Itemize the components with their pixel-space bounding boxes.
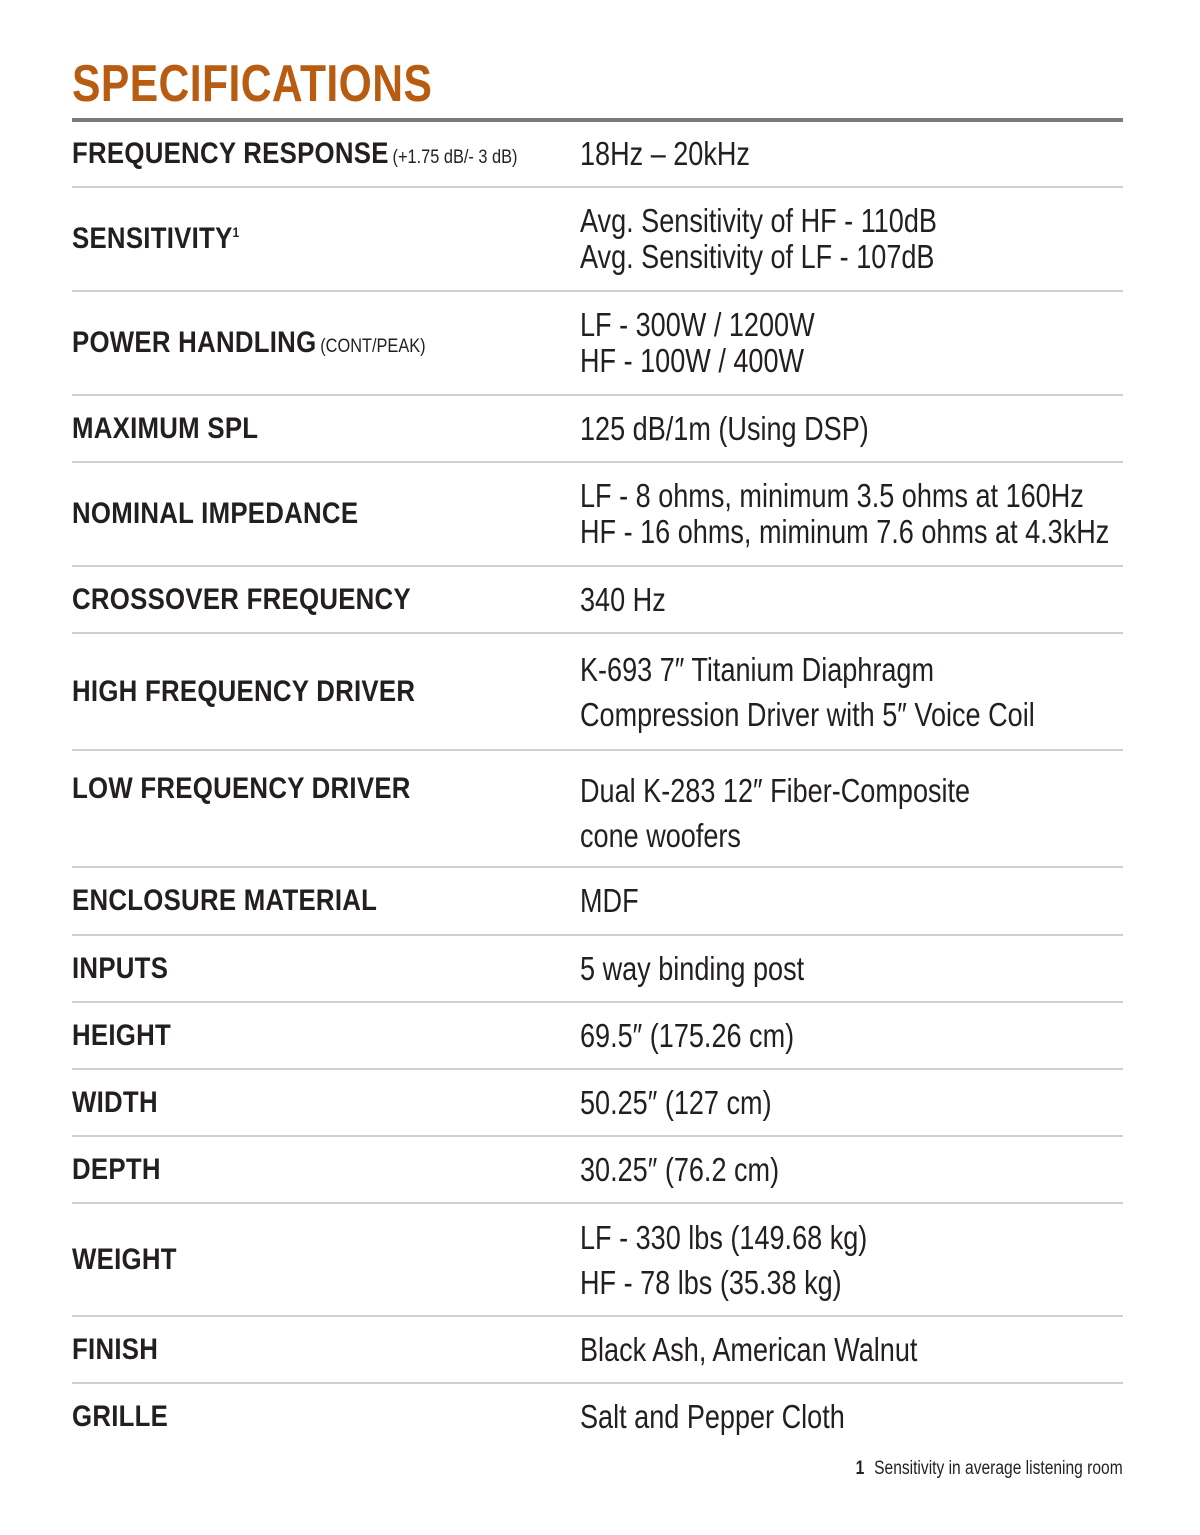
spec-label: HEIGHT xyxy=(72,1018,172,1052)
spec-row-low-frequency-driver xyxy=(72,751,1123,868)
spec-value: 50.25″ (127 cm) xyxy=(580,1083,772,1121)
spec-value: cone woofers xyxy=(580,817,741,854)
spec-label: WEIGHT xyxy=(72,1242,177,1276)
spec-label: MAXIMUM SPL xyxy=(72,411,259,445)
spec-value-cell xyxy=(580,951,1123,987)
spec-row-high-frequency-driver xyxy=(72,634,1123,751)
spec-label-cell xyxy=(72,583,580,617)
spec-label-cell xyxy=(72,1333,580,1367)
spec-value: HF - 78 lbs (35.38 kg) xyxy=(580,1263,842,1301)
spec-value-cell xyxy=(580,411,1123,447)
footnote-text: Sensitivity in average listening room xyxy=(874,1458,1123,1479)
spec-label: GRILLE xyxy=(72,1400,169,1433)
spec-label: LOW FREQUENCY DRIVER xyxy=(72,772,411,805)
spec-row-grille xyxy=(72,1384,1123,1450)
spec-label-cell xyxy=(72,1153,580,1187)
spec-value: 69.5″ (175.26 cm) xyxy=(580,1016,795,1054)
spec-value-cell xyxy=(580,1018,1123,1054)
spec-label: ENCLOSURE MATERIAL xyxy=(72,884,378,917)
spec-label-cell xyxy=(72,1019,580,1053)
spec-value-cell xyxy=(580,307,1123,379)
footnote-marker: 1 xyxy=(232,224,240,240)
spec-label-cell xyxy=(72,1243,580,1277)
spec-value: Salt and Pepper Cloth xyxy=(580,1398,845,1435)
spec-table xyxy=(72,122,1123,1450)
spec-value: K-693 7″ Titanium Diaphragm xyxy=(580,650,935,688)
spec-value-cell xyxy=(580,478,1200,550)
spec-value: 18Hz – 20kHz xyxy=(580,135,750,172)
spec-value: Compression Driver with 5″ Voice Coil xyxy=(580,695,1035,733)
spec-value: 5 way binding post xyxy=(580,949,805,987)
spec-row-depth xyxy=(72,1137,1123,1204)
spec-value: 340 Hz xyxy=(580,580,666,618)
page-title: SPECIFICATIONS xyxy=(72,55,433,113)
spec-row-enclosure-material xyxy=(72,868,1123,936)
spec-value: LF - 8 ohms, minimum 3.5 ohms at 160Hz xyxy=(580,477,1084,514)
spec-label-cell xyxy=(72,768,580,806)
spec-label-cell xyxy=(72,222,580,256)
spec-value: 30.25″ (76.2 cm) xyxy=(580,1150,780,1188)
spec-value-cell xyxy=(580,203,1123,275)
spec-value-cell xyxy=(580,1332,1123,1368)
spec-label: FINISH xyxy=(72,1332,159,1366)
spec-label-note: (+1.75 dB/- 3 dB) xyxy=(392,147,518,168)
spec-row-power-handling xyxy=(72,292,1123,396)
spec-value-cell xyxy=(580,136,1123,172)
spec-label: CROSSOVER FREQUENCY xyxy=(72,582,411,616)
spec-label: DEPTH xyxy=(72,1152,161,1186)
spec-row-maximum-spl xyxy=(72,396,1123,463)
spec-row-height xyxy=(72,1003,1123,1070)
spec-value: MDF xyxy=(580,882,639,919)
spec-value-cell xyxy=(580,647,1135,737)
spec-value: LF - 300W / 1200W xyxy=(580,306,815,343)
footnote-number: 1 xyxy=(855,1458,865,1479)
spec-row-finish xyxy=(72,1317,1123,1384)
spec-row-nominal-impedance xyxy=(72,463,1123,567)
spec-value: Avg. Sensitivity of HF - 110dB xyxy=(580,202,937,239)
spec-label-cell xyxy=(72,952,580,986)
spec-value: Avg. Sensitivity of LF - 107dB xyxy=(580,238,935,275)
spec-label-cell xyxy=(72,675,580,709)
spec-label: POWER HANDLING xyxy=(72,326,317,359)
spec-label-cell xyxy=(72,1086,580,1120)
spec-label: INPUTS xyxy=(72,951,169,985)
spec-value-cell xyxy=(580,883,1123,919)
spec-row-weight xyxy=(72,1204,1123,1317)
spec-row-sensitivity xyxy=(72,188,1123,292)
spec-value-cell xyxy=(580,582,1123,618)
spec-value-cell xyxy=(580,1215,1123,1305)
spec-value: Black Ash, American Walnut xyxy=(580,1330,918,1368)
spec-value: HF - 100W / 400W xyxy=(580,342,805,379)
spec-label: HIGH FREQUENCY DRIVER xyxy=(72,674,416,708)
spec-value: LF - 330 lbs (149.68 kg) xyxy=(580,1218,868,1256)
spec-row-inputs xyxy=(72,936,1123,1003)
spec-row-width xyxy=(72,1070,1123,1137)
spec-label-cell xyxy=(72,497,580,531)
spec-value: HF - 16 ohms, miminum 7.6 ohms at 4.3kHz xyxy=(580,513,1110,550)
spec-label-cell xyxy=(72,137,580,171)
spec-label: FREQUENCY RESPONSE xyxy=(72,137,389,170)
footnote xyxy=(856,1458,1123,1480)
spec-value-cell xyxy=(580,1399,1123,1435)
spec-label-cell xyxy=(72,326,580,360)
spec-label: WIDTH xyxy=(72,1085,158,1119)
spec-row-frequency-response xyxy=(72,122,1123,188)
spec-label-note: (CONT/PEAK) xyxy=(320,336,426,357)
spec-value-cell xyxy=(580,768,1123,858)
spec-label-cell xyxy=(72,884,580,918)
spec-value-cell xyxy=(580,1085,1123,1121)
spec-label-cell xyxy=(72,412,580,446)
spec-value: 125 dB/1m (Using DSP) xyxy=(580,409,869,447)
spec-row-crossover-frequency xyxy=(72,567,1123,634)
spec-label-cell xyxy=(72,1400,580,1434)
spec-label: SENSITIVITY xyxy=(72,222,233,255)
spec-value-cell xyxy=(580,1152,1123,1188)
spec-value: Dual K-283 12″ Fiber-Composite xyxy=(580,772,971,809)
spec-label: NOMINAL IMPEDANCE xyxy=(72,497,359,530)
